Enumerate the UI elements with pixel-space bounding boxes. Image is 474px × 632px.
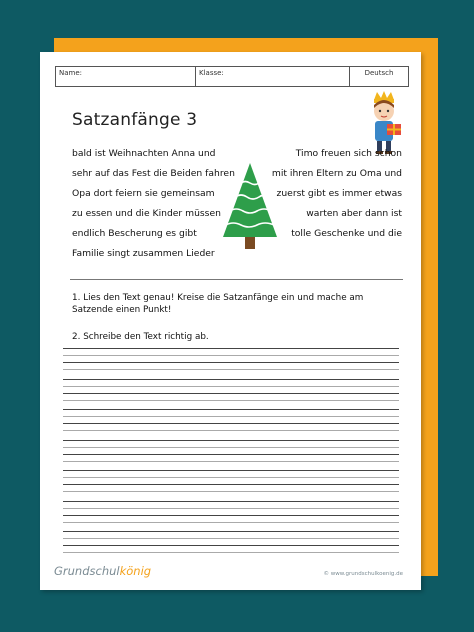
grundschulkoenig-logo <box>54 564 151 578</box>
story-row-right: mit ihren Eltern zu Oma und <box>271 168 402 179</box>
christmas-tree-illustration <box>215 161 285 253</box>
page-title: Satzanfänge 3 <box>72 110 198 130</box>
subject-field <box>350 67 408 86</box>
writing-line[interactable] <box>63 409 399 430</box>
story-row-left: bald ist Weihnachten Anna und <box>72 148 216 159</box>
task-1-instruction: 1. Lies den Text genau! Kreise die Satzanfänge ein und mache am Satzende einen Punkt! <box>72 293 364 315</box>
logo-text-accent: könig <box>119 564 152 578</box>
writing-lines <box>63 348 399 562</box>
divider-line <box>70 279 403 280</box>
story-row-left: sehr auf das Fest die Beiden fahren <box>72 168 235 179</box>
worksheet-page <box>40 52 421 590</box>
name-field[interactable] <box>56 67 196 86</box>
writing-line[interactable] <box>63 379 399 400</box>
name-label: Name: <box>59 69 83 77</box>
class-field[interactable] <box>196 67 350 86</box>
story-row-right: Timo freuen sich schon <box>295 148 402 159</box>
writing-line[interactable] <box>63 470 399 491</box>
logo-text-main: Grundschul <box>54 564 120 578</box>
story-row-left: zu essen und die Kinder müssen <box>72 208 221 219</box>
class-label: Klasse: <box>199 69 224 77</box>
story-row-right: warten aber dann ist <box>306 208 402 219</box>
story-row-right: tolle Geschenke und die <box>291 228 402 239</box>
story-row-left: Familie singt zusammen Lieder <box>72 248 215 259</box>
writing-line[interactable] <box>63 501 399 522</box>
writing-line[interactable] <box>63 348 399 369</box>
task-2-instruction: 2. Schreibe den Text richtig ab. <box>72 332 209 342</box>
story-row-left: endlich Bescherung es gibt <box>72 228 197 239</box>
writing-line[interactable] <box>63 440 399 461</box>
story-row-left: Opa dort feiern sie gemeinsam <box>72 188 215 199</box>
footer-url: © www.grundschulkoenig.de <box>323 571 403 577</box>
story-row-right: zuerst gibt es immer etwas <box>276 188 402 199</box>
header-bar <box>55 66 409 87</box>
writing-line[interactable] <box>63 531 399 552</box>
subject-label: Deutsch <box>364 69 394 77</box>
